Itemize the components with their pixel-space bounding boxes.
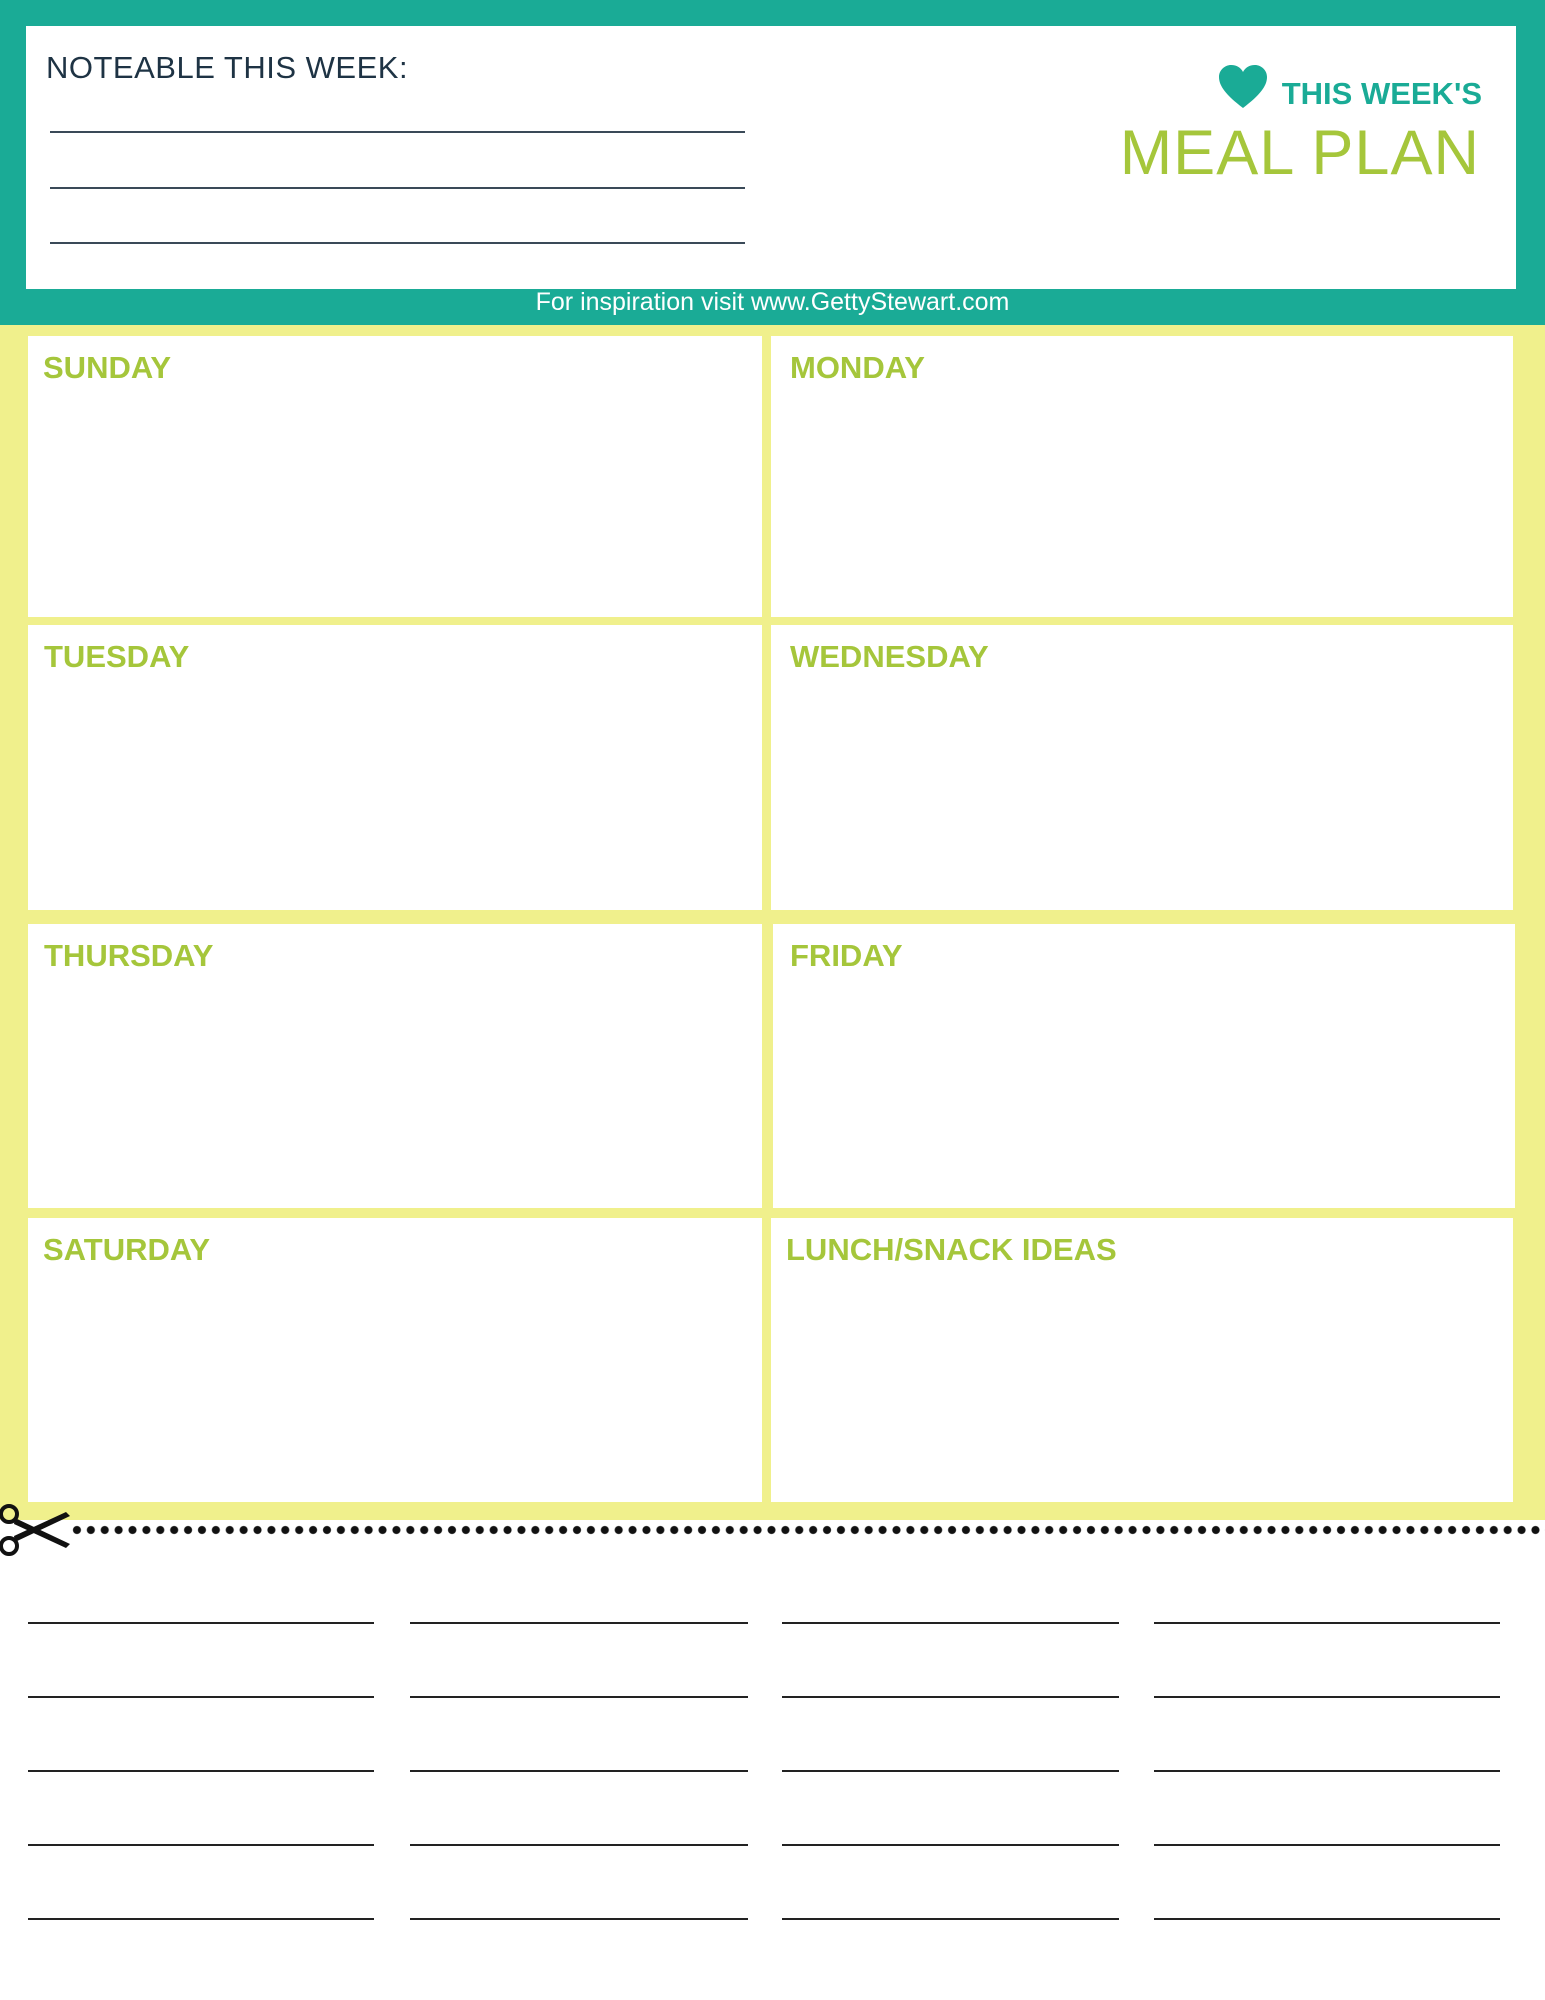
list-line[interactable] (410, 1770, 748, 1772)
note-line-3[interactable] (50, 242, 745, 244)
day-label-wednesday: WEDNESDAY (790, 639, 989, 674)
list-line[interactable] (1154, 1844, 1500, 1846)
list-line[interactable] (782, 1622, 1119, 1624)
list-line[interactable] (28, 1844, 374, 1846)
day-box-friday[interactable] (773, 924, 1515, 1208)
list-line[interactable] (1154, 1918, 1500, 1920)
day-box-lunch-snack[interactable] (771, 1218, 1513, 1502)
day-label-lunch-snack: LUNCH/SNACK IDEAS (786, 1232, 1117, 1267)
list-line[interactable] (410, 1918, 748, 1920)
list-line[interactable] (782, 1696, 1119, 1698)
list-line[interactable] (28, 1622, 374, 1624)
list-line[interactable] (1154, 1770, 1500, 1772)
list-line[interactable] (410, 1696, 748, 1698)
list-line[interactable] (782, 1770, 1119, 1772)
heart-icon (1218, 64, 1268, 110)
list-line[interactable] (1154, 1622, 1500, 1624)
list-line[interactable] (28, 1770, 374, 1772)
day-box-monday[interactable] (771, 336, 1513, 617)
meal-plan-title: MEAL PLAN (1119, 118, 1480, 188)
notes-title: NOTEABLE THIS WEEK: (46, 50, 409, 85)
list-line[interactable] (1154, 1696, 1500, 1698)
day-box-sunday[interactable] (28, 336, 762, 617)
list-line[interactable] (410, 1844, 748, 1846)
scissors-icon (0, 1500, 74, 1560)
list-line[interactable] (782, 1844, 1119, 1846)
day-label-monday: MONDAY (790, 350, 925, 385)
day-label-thursday: THURSDAY (44, 938, 214, 973)
list-line[interactable] (782, 1918, 1119, 1920)
list-line[interactable] (28, 1918, 374, 1920)
day-label-tuesday: TUESDAY (44, 639, 190, 674)
list-line[interactable] (28, 1696, 374, 1698)
day-box-wednesday[interactable] (771, 625, 1513, 910)
note-line-1[interactable] (50, 131, 745, 133)
note-line-2[interactable] (50, 187, 745, 189)
day-box-tuesday[interactable] (28, 625, 762, 910)
inspiration-text: For inspiration visit www.GettyStewart.com (535, 288, 1010, 316)
day-box-saturday[interactable] (28, 1218, 762, 1502)
day-label-sunday: SUNDAY (43, 350, 172, 385)
this-weeks-label: THIS WEEK'S (1281, 76, 1482, 111)
day-label-friday: FRIDAY (790, 938, 903, 973)
cut-dots (70, 1524, 1545, 1536)
day-box-thursday[interactable] (28, 924, 762, 1208)
day-label-saturday: SATURDAY (43, 1232, 211, 1267)
list-line[interactable] (410, 1622, 748, 1624)
